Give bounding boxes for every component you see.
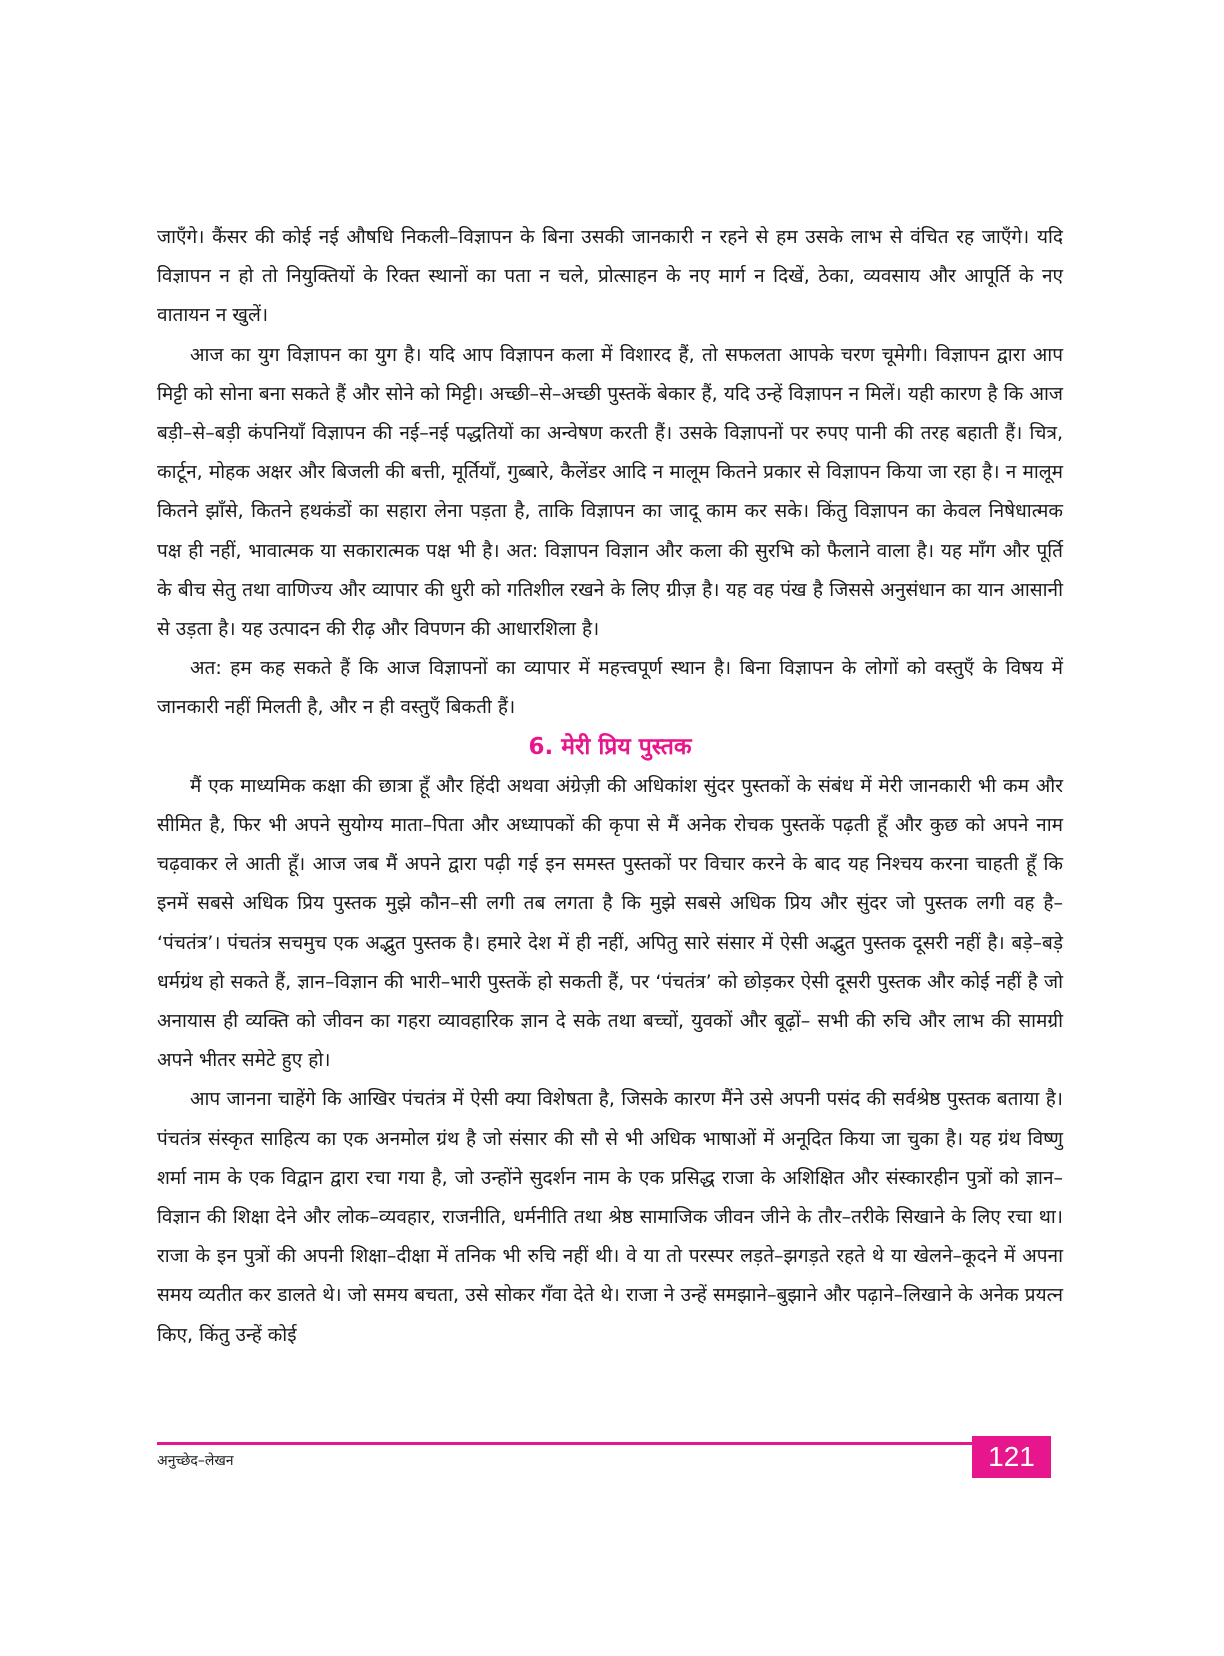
paragraph: जाएँगे। कैंसर की कोई नई औषधि निकली–विज्ञापन के बिना उसकी जानकारी न रहने से हम उसके लाभ से वंचित रह जाएँगे। यदि विज्ञापन न हो तो नियुक्तियों के रिक्त स्थानों का पता न चले, प्रोत्साहन के नए मार्ग न दिखें, ठेका, व्यवसाय और आपूर्ति के नए वातायन न खुलें। (157, 226, 1063, 327)
page-body (157, 218, 1063, 1355)
paragraph: आज का युग विज्ञापन का युग है। यदि आप विज्ञापन कला में विशारद हैं, तो सफलता आपके चरण चूमेगी। विज्ञापन द्वारा आप मिट्टी को सोना बना सकते हैं और सोने को मिट्टी। अच्छी–से–अच्छी पुस्तकें बेकार हैं, यदि उन्हें विज्ञापन न मिलें। यही कारण है कि आज बड़ी–से–बड़ी कंपनियाँ विज्ञापन की नई–नई पद्धतियों का अन्वेषण करती हैं। उसके विज्ञापनों पर रुपए पानी की तरह बहाती हैं। चित्र, कार्टून, मोहक अक्षर और बिजली की बत्ती, मूर्तियाँ, गुब्बारे, कैलेंडर आदि न मालूम कितने प्रकार से विज्ञापन किया जा रहा है। न मालूम कितने झाँसे, कितने हथकंडों का सहारा लेना पड़ता है, ताकि विज्ञापन का जादू काम कर सके। किंतु विज्ञापन का केवल निषेधात्मक पक्ष ही नहीं, भावात्मक या सकारात्मक पक्ष भी है। अत: विज्ञापन विज्ञान और कला की सुरभि को फैलाने वाला है। यह माँग और पूर्ति के बीच सेतु तथा वाणिज्य और व्यापार की धुरी को गतिशील रखने के लिए ग्रीज़ है। यह वह पंख है जिससे अनुसंधान का यान आसानी से उड़ता है। यह उत्पादन की रीढ़ और विपणन की आधारशिला है। (157, 343, 1063, 641)
footer-section-label: अनुच्छेद–लेखन (157, 1453, 234, 1469)
footer-divider (157, 1442, 1051, 1445)
page-number: 121 (972, 1436, 1051, 1478)
paragraph: आप जानना चाहेंगे कि आखिर पंचतंत्र में ऐसी क्या विशेषता है, जिसके कारण मैंने उसे अपनी पसंद की सर्वश्रेष्ठ पुस्तक बताया है। पंचतंत्र संस्कृत साहित्य का एक अनमोल ग्रंथ है जो संसार की सौ से भी अधिक भाषाओं में अनूदित किया जा चुका है। यह ग्रंथ विष्णु शर्मा नाम के एक विद्वान द्वारा रचा गया है, जो उन्होंने सुदर्शन नाम के एक प्रसिद्ध राजा के अशिक्षित और संस्कारहीन पुत्रों को ज्ञान–विज्ञान की शिक्षा देने और लोक–व्यवहार, राजनीति, धर्मनीति तथा श्रेष्ठ सामाजिक जीवन जीने के तौर–तरीके सिखाने के लिए रचा था। राजा के इन पुत्रों की अपनी शिक्षा–दीक्षा में तनिक भी रुचि नहीं थी। वे या तो परस्पर लड़ते–झगड़ते रहते थे या खेलने–कूदने में अपना समय व्यतीत कर डालते थे। जो समय बचता, उसे सोकर गँवा देते थे। राजा ने उन्हें समझाने–बुझाने और पढ़ाने–लिखाने के अनेक प्रयत्न किए, किंतु उन्हें कोई (157, 1088, 1063, 1346)
paragraph: मैं एक माध्यमिक कक्षा की छात्रा हूँ और हिंदी अथवा अंग्रेज़ी की अधिकांश सुंदर पुस्तकों के संबंध में मेरी जानकारी भी कम और सीमित है, फिर भी अपने सुयोग्य माता–पिता और अध्यापकों की कृपा से मैं अनेक रोचक पुस्तकें पढ़ती हूँ और कुछ को अपने नाम चढ़वाकर ले आती हूँ। आज जब मैं अपने द्वारा पढ़ी गई इन समस्त पुस्तकों पर विचार करने के बाद यह निश्चय करना चाहती हूँ कि इनमें सबसे अधिक प्रिय पुस्तक मुझे कौन–सी लगी तब लगता है कि मुझे सबसे अधिक प्रिय और सुंदर जो पुस्तक लगी वह है– ‘पंचतंत्र’। पंचतंत्र सचमुच एक अद्भुत पुस्तक है। हमारे देश में ही नहीं, अपितु सारे संसार में ऐसी अद्भुत पुस्तक दूसरी नहीं है। बड़े–बड़े धर्मग्रंथ हो सकते हैं, ज्ञान–विज्ञान की भारी–भारी पुस्तकें हो सकती हैं, पर ‘पंचतंत्र’ को छोड़कर ऐसी दूसरी पुस्तक और कोई नहीं है जो अनायास ही व्यक्ति को जीवन का गहरा व्यावहारिक ज्ञान दे सके तथा बच्चों, युवकों और बूढ़ों– सभी की रुचि और लाभ की सामग्री अपने भीतर समेटे हुए हो। (157, 774, 1063, 1072)
section-heading: 6. मेरी प्रिय पुस्तक (528, 733, 692, 760)
paragraph: अत: हम कह सकते हैं कि आज विज्ञापनों का व्यापार में महत्त्वपूर्ण स्थान है। बिना विज्ञापन के लोगों को वस्तुएँ के विषय में जानकारी नहीं मिलती है, और न ही वस्तुएँ बिकती हैं। (157, 657, 1063, 719)
